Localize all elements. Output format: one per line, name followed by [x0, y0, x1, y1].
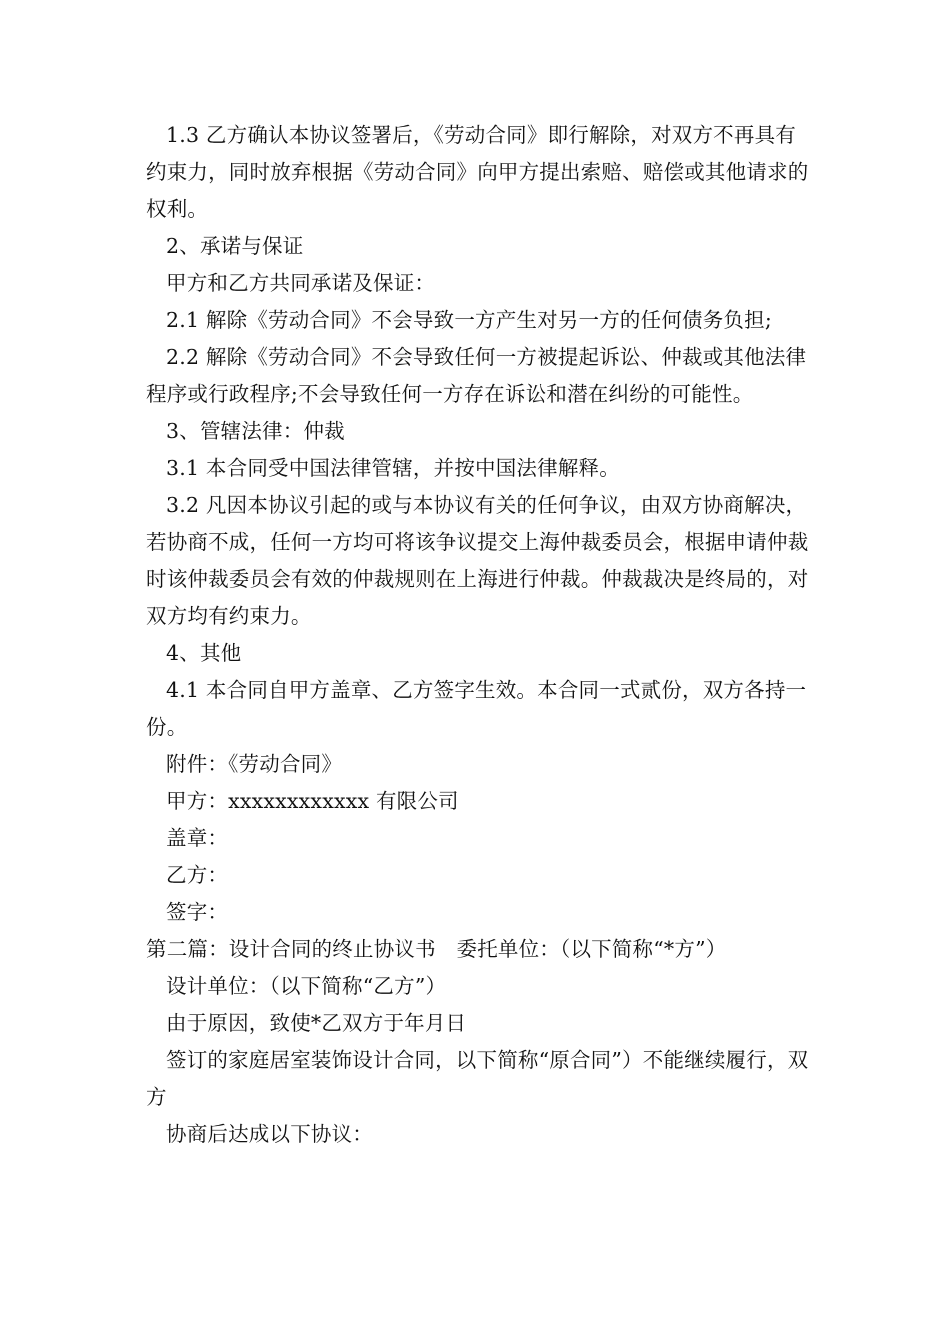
attachment-line: 附件：《劳动合同》	[166, 752, 343, 776]
heading-3: 3、管辖法律：仲裁	[166, 419, 345, 443]
paragraph-1-3: 1.3 乙方确认本协议签署后，《劳动合同》即行解除，对双方不再具有约束力，同时放弃根据《劳动合同》向甲方提出索赔、赔偿或其他请求的权利。	[146, 123, 809, 221]
paragraph-3-2: 3.2 凡因本协议引起的或与本协议有关的任何争议，由双方协商解决，若协商不成，任何一方均可将该争议提交上海仲裁委员会，根据申请仲裁时该仲裁委员会有效的仲裁规则在上海进行仲裁。仲裁裁决是终局的，对双方均有约束力。	[146, 493, 809, 628]
paragraph-2-1: 2.1 解除《劳动合同》不会导致一方产生对另一方的任何债务负担;	[166, 308, 772, 332]
contract-signing-line: 签订的家庭居室装饰设计合同，以下简称“原合同”）不能继续履行，双方	[146, 1048, 809, 1109]
party-b-line: 乙方：	[166, 863, 229, 887]
reason-line: 由于原因，致使*乙双方于年月日	[166, 1011, 467, 1035]
paragraph-4-1: 4.1 本合同自甲方盖章、乙方签字生效。本合同一式贰份，双方各持一份。	[146, 678, 807, 739]
paragraph-2-intro: 甲方和乙方共同承诺及保证：	[166, 271, 436, 295]
paragraph-2-2: 2.2 解除《劳动合同》不会导致任何一方被提起诉讼、仲裁或其他法律程序或行政程序;不会导致任何一方存在诉讼和潜在纠纷的可能性。	[146, 345, 807, 406]
heading-4: 4、其他	[166, 641, 242, 665]
seal-line: 盖章：	[166, 826, 229, 850]
paragraph-3-1: 3.1 本合同受中国法律管辖，并按中国法律解释。	[166, 456, 620, 480]
party-a-line: 甲方：xxxxxxxxxxxx 有限公司	[166, 789, 459, 813]
signature-line: 签字：	[166, 900, 229, 924]
design-unit-line: 设计单位：（以下简称“乙方”）	[166, 974, 447, 998]
heading-2: 2、承诺与保证	[166, 234, 304, 258]
agreement-line: 协商后达成以下协议：	[166, 1122, 373, 1146]
second-article-title: 第二篇：设计合同的终止协议书 委托单位：（以下简称“*方”）	[146, 937, 727, 961]
